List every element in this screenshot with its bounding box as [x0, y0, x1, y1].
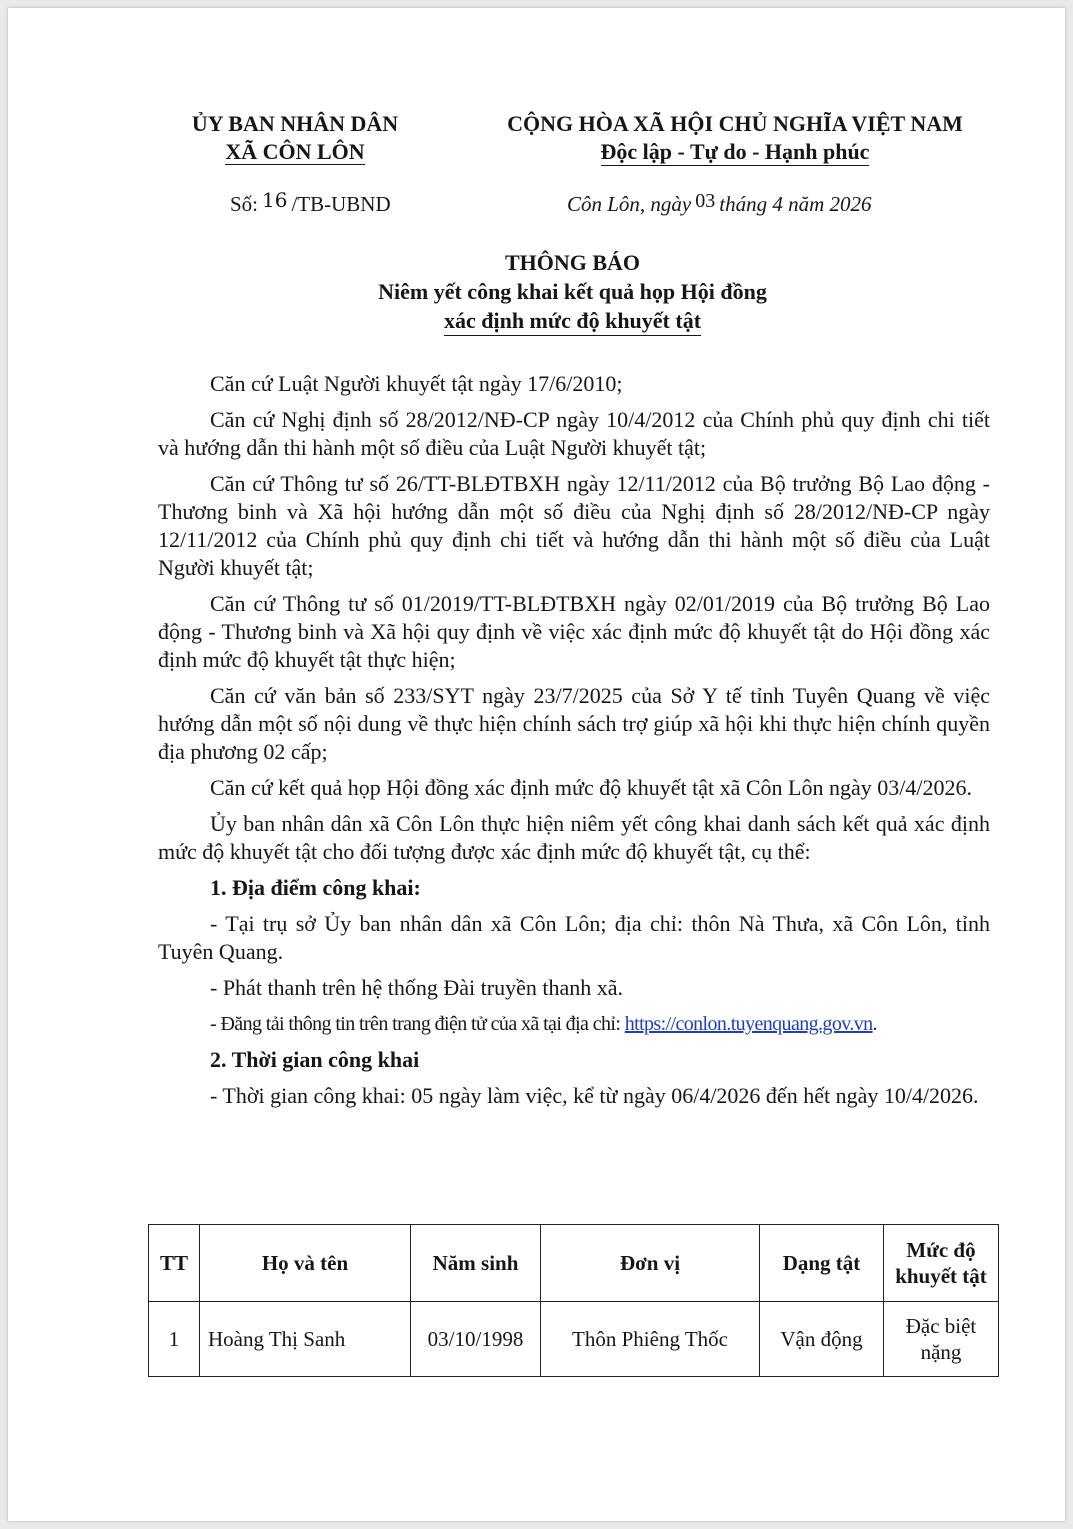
- country-name: CỘNG HÒA XÃ HỘI CHỦ NGHĨA VIỆT NAM: [507, 111, 963, 136]
- col-severity: Mức độ khuyết tật: [884, 1225, 999, 1302]
- website-link[interactable]: https://conlon.tuyenquang.gov.vn: [624, 1013, 873, 1035]
- bullet-duration: - Thời gian công khai: 05 ngày làm việc, kể từ ngày 06/4/2026 đến hết ngày 10/4/2026.: [210, 1083, 979, 1108]
- cell-unit: Thôn Phiêng Thốc: [541, 1302, 760, 1377]
- bullet-office: - Tại trụ sở Ủy ban nhân dân xã Côn Lôn; địa chỉ: thôn Nà Thưa, xã Côn Lôn, tỉnh Tuyên Quang.: [158, 911, 990, 964]
- cell-birth: 03/10/1998: [411, 1302, 541, 1377]
- section-heading-time: 2. Thời gian công khai: [210, 1047, 420, 1072]
- table-header-row: [149, 1225, 999, 1302]
- title-type: THÔNG BÁO: [504, 250, 641, 275]
- section-heading-location: 1. Địa điểm công khai:: [210, 875, 421, 900]
- document-body: [158, 370, 990, 1118]
- title-subject-line2: xác định mức độ khuyết tật: [444, 307, 701, 336]
- handwritten-day: 03: [695, 190, 716, 212]
- cell-full-name: Hoàng Thị Sanh: [200, 1302, 411, 1377]
- issuing-org: [160, 110, 430, 166]
- national-motto: [480, 110, 990, 166]
- bullet-website: - Đăng tải thông tin trên trang điện tử của xã tại địa chỉ: https://conlon.tuyenquang.gov.vn.: [210, 1013, 877, 1035]
- paragraph-legal-basis-5: Căn cứ văn bản số 233/SYT ngày 23/7/2025 của Sở Y tế tỉnh Tuyên Quang về việc hướng dẫn một số nội dung về thực hiện chính sách trợ giúp xã hội khi thực hiện chính quyền địa phương 02 cấp;: [158, 683, 990, 764]
- paragraph-legal-basis-3: Căn cứ Thông tư số 26/TT-BLĐTBXH ngày 12/11/2012 của Bộ trưởng Bộ Lao động - Thương binh và Xã hội hướng dẫn một số điều của Nghị định số 28/2012/NĐ-CP ngày 12/11/2012 của Chính phủ quy định chi tiết và hướng dẫn thi hành một số điều của Luật Người khuyết tật;: [158, 471, 990, 580]
- col-unit: Đơn vị: [541, 1225, 760, 1302]
- document-number: Số: 16 /TB-UBND: [230, 188, 391, 216]
- col-full-name: Họ và tên: [200, 1225, 411, 1302]
- table-row: [149, 1302, 999, 1377]
- cell-tt: 1: [149, 1302, 200, 1377]
- paragraph-legal-basis-6: Căn cứ kết quả họp Hội đồng xác định mức độ khuyết tật xã Côn Lôn ngày 03/4/2026.: [210, 775, 972, 800]
- col-birth: Năm sinh: [411, 1225, 541, 1302]
- result-table: [148, 1224, 999, 1377]
- commune-name: XÃ CÔN LÔN: [225, 139, 365, 164]
- paragraph-legal-basis-2: Căn cứ Nghị định số 28/2012/NĐ-CP ngày 10/4/2012 của Chính phủ quy định chi tiết và hướng dẫn thi hành một số điều của Luật Người khuyết tật;: [158, 407, 990, 460]
- bullet-radio: - Phát thanh trên hệ thống Đài truyền thanh xã.: [210, 975, 624, 1000]
- motto: Độc lập - Tự do - Hạnh phúc: [600, 139, 870, 164]
- title-subject-line1: Niêm yết công khai kết quả họp Hội đồng: [378, 279, 767, 304]
- paragraph-legal-basis-1: Căn cứ Luật Người khuyết tật ngày 17/6/2010;: [210, 371, 623, 396]
- document-date: Côn Lôn, ngày 03 tháng 4 năm 2026: [567, 190, 872, 216]
- handwritten-number: 16: [262, 188, 288, 212]
- paragraph-legal-basis-4: Căn cứ Thông tư số 01/2019/TT-BLĐTBXH ngày 02/01/2019 của Bộ trưởng Bộ Lao động - Thương binh và Xã hội quy định về việc xác định mức độ khuyết tật do Hội đồng xác định mức độ khuyết tật thực hiện;: [158, 591, 990, 672]
- document-title: [250, 248, 895, 336]
- cell-disability-type: Vận động: [760, 1302, 884, 1377]
- cell-severity: Đặc biệt nặng: [884, 1302, 999, 1377]
- col-disability-type: Dạng tật: [760, 1225, 884, 1302]
- col-tt: TT: [149, 1225, 200, 1302]
- org-name: ỦY BAN NHÂN DÂN: [191, 111, 399, 136]
- paragraph-announcement: Ủy ban nhân dân xã Côn Lôn thực hiện niêm yết công khai danh sách kết quả xác định mức độ khuyết tật cho đối tượng được xác định mức độ khuyết tật, cụ thể:: [158, 811, 990, 864]
